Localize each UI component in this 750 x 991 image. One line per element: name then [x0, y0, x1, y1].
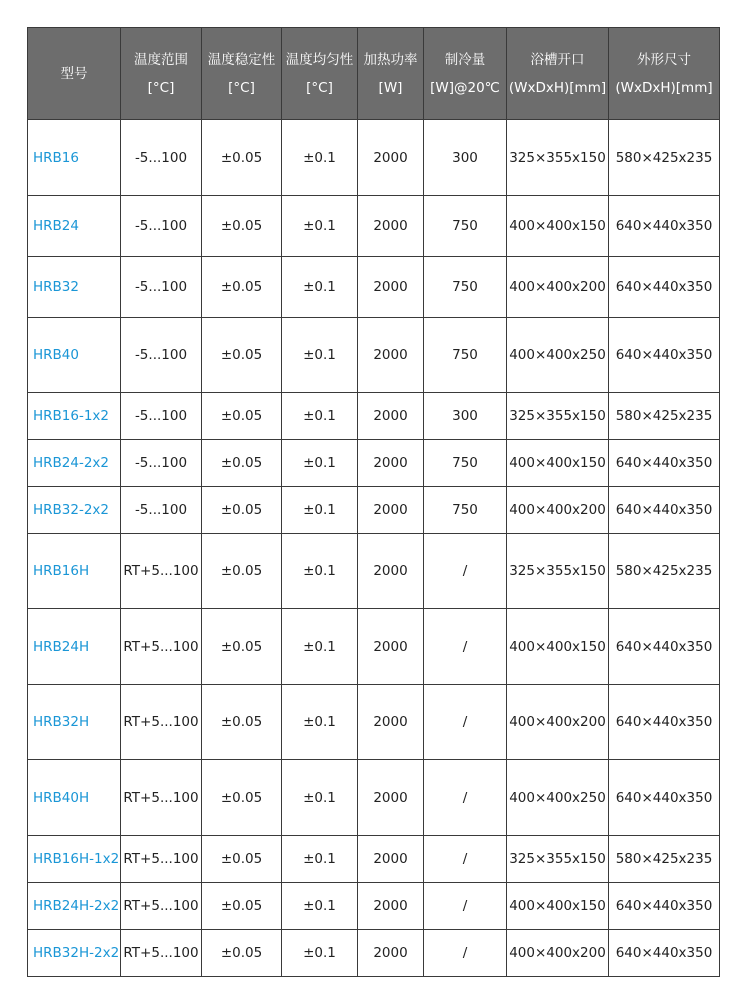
cell-heating-power: 2000 — [358, 836, 424, 883]
cell-bath-opening: 400×400x150 — [507, 440, 609, 487]
cell-temp-stability: ±0.05 — [202, 930, 282, 977]
cell-bath-opening: 325×355x150 — [507, 534, 609, 609]
cell-temp-range: -5...100 — [121, 318, 202, 393]
table-row — [28, 930, 720, 977]
cell-temp-range: -5...100 — [121, 196, 202, 257]
cell-bath-opening: 400×400x200 — [507, 487, 609, 534]
cell-temp-stability: ±0.05 — [202, 836, 282, 883]
cell-temp-stability: ±0.05 — [202, 760, 282, 836]
cell-heating-power: 2000 — [358, 393, 424, 440]
cell-bath-opening: 325×355x150 — [507, 120, 609, 196]
cell-cooling-capacity: / — [424, 836, 507, 883]
cell-heating-power: 2000 — [358, 440, 424, 487]
cell-model — [28, 760, 121, 836]
cell-temp-stability: ±0.05 — [202, 883, 282, 930]
cell-temp-range: -5...100 — [121, 440, 202, 487]
cell-overall-dimensions: 640×440x350 — [609, 883, 720, 930]
header-overall-dimensions-line1: 外形尺寸 — [637, 51, 691, 68]
header-temp-range — [121, 28, 202, 120]
cell-bath-opening: 400×400x200 — [507, 257, 609, 318]
cell-temp-range: RT+5...100 — [121, 685, 202, 760]
cell-temp-stability: ±0.05 — [202, 487, 282, 534]
cell-temp-uniformity: ±0.1 — [282, 440, 358, 487]
table-row — [28, 534, 720, 609]
cell-bath-opening: 400×400x200 — [507, 685, 609, 760]
cell-cooling-capacity: 750 — [424, 196, 507, 257]
model-link[interactable]: HRB16 — [33, 149, 79, 166]
cell-temp-range: RT+5...100 — [121, 534, 202, 609]
cell-temp-stability: ±0.05 — [202, 120, 282, 196]
header-overall-dimensions — [609, 28, 720, 120]
table-row — [28, 196, 720, 257]
cell-temp-uniformity: ±0.1 — [282, 760, 358, 836]
model-link[interactable]: HRB24H-2x2 — [33, 898, 120, 914]
cell-temp-uniformity: ±0.1 — [282, 196, 358, 257]
header-temp-stability — [202, 28, 282, 120]
header-overall-dimensions-line2: (WxDxH)[mm] — [615, 79, 713, 96]
table-row — [28, 685, 720, 760]
table-row — [28, 257, 720, 318]
cell-temp-stability: ±0.05 — [202, 534, 282, 609]
cell-temp-uniformity: ±0.1 — [282, 883, 358, 930]
spec-table — [27, 27, 720, 977]
model-link[interactable]: HRB40 — [33, 347, 79, 363]
cell-cooling-capacity: 750 — [424, 257, 507, 318]
table-row — [28, 440, 720, 487]
model-link[interactable]: HRB16H — [33, 563, 90, 579]
cell-temp-range: RT+5...100 — [121, 760, 202, 836]
cell-heating-power: 2000 — [358, 930, 424, 977]
cell-bath-opening: 325×355x150 — [507, 393, 609, 440]
header-cooling-capacity — [424, 28, 507, 120]
model-link[interactable]: HRB32H — [33, 714, 90, 730]
cell-cooling-capacity: 750 — [424, 440, 507, 487]
cell-cooling-capacity: 300 — [424, 120, 507, 196]
cell-cooling-capacity: / — [424, 534, 507, 609]
header-cooling-capacity-line1: 制冷量 — [444, 51, 486, 68]
cell-model — [28, 487, 121, 534]
cell-temp-range: -5...100 — [121, 393, 202, 440]
cell-temp-range: RT+5...100 — [121, 609, 202, 685]
cell-temp-stability: ±0.05 — [202, 196, 282, 257]
cell-model — [28, 930, 121, 977]
cell-model — [28, 883, 121, 930]
header-bath-opening — [507, 28, 609, 120]
cell-temp-uniformity: ±0.1 — [282, 685, 358, 760]
cell-temp-range: -5...100 — [121, 487, 202, 534]
cell-model — [28, 685, 121, 760]
cell-temp-range: -5...100 — [121, 257, 202, 318]
cell-temp-uniformity: ±0.1 — [282, 120, 358, 196]
cell-overall-dimensions: 580×425x235 — [609, 836, 720, 883]
cell-heating-power: 2000 — [358, 318, 424, 393]
header-heating-power-line1: 加热功率 — [363, 51, 418, 68]
cell-temp-uniformity: ±0.1 — [282, 393, 358, 440]
cell-overall-dimensions: 640×440x350 — [609, 685, 720, 760]
cell-model — [28, 257, 121, 318]
header-model — [28, 28, 121, 120]
header-heating-power-line2: [W] — [378, 79, 403, 96]
cell-bath-opening: 325×355x150 — [507, 836, 609, 883]
model-link[interactable]: HRB24-2x2 — [33, 455, 110, 471]
cell-bath-opening: 400×400x150 — [507, 883, 609, 930]
header-bath-opening-line2: (WxDxH)[mm] — [508, 79, 607, 96]
model-link[interactable]: HRB24 — [33, 218, 79, 234]
cell-model — [28, 440, 121, 487]
table-row — [28, 487, 720, 534]
cell-temp-stability: ±0.05 — [202, 609, 282, 685]
table-header — [28, 28, 720, 120]
cell-cooling-capacity: 300 — [424, 393, 507, 440]
cell-temp-range: RT+5...100 — [121, 836, 202, 883]
cell-model — [28, 318, 121, 393]
cell-cooling-capacity: 750 — [424, 487, 507, 534]
cell-temp-uniformity: ±0.1 — [282, 257, 358, 318]
cell-bath-opening: 400×400x250 — [507, 760, 609, 836]
cell-temp-uniformity: ±0.1 — [282, 318, 358, 393]
cell-temp-stability: ±0.05 — [202, 685, 282, 760]
cell-temp-stability: ±0.05 — [202, 257, 282, 318]
cell-cooling-capacity: / — [424, 930, 507, 977]
table-row — [28, 393, 720, 440]
cell-heating-power: 2000 — [358, 883, 424, 930]
cell-bath-opening: 400×400x150 — [507, 196, 609, 257]
cell-cooling-capacity: 750 — [424, 318, 507, 393]
cell-temp-uniformity: ±0.1 — [282, 487, 358, 534]
cell-cooling-capacity: / — [424, 760, 507, 836]
cell-model — [28, 609, 121, 685]
header-temp-range-line1: 温度范围 — [134, 51, 188, 68]
header-temp-uniformity — [282, 28, 358, 120]
cell-temp-range: RT+5...100 — [121, 883, 202, 930]
cell-overall-dimensions: 580×425x235 — [609, 393, 720, 440]
cell-overall-dimensions: 640×440x350 — [609, 487, 720, 534]
cell-temp-uniformity: ±0.1 — [282, 930, 358, 977]
table-row — [28, 883, 720, 930]
cell-temp-stability: ±0.05 — [202, 393, 282, 440]
model-link[interactable]: HRB16H-1x2 — [33, 851, 120, 867]
model-link[interactable]: HRB32 — [33, 279, 79, 295]
cell-heating-power: 2000 — [358, 120, 424, 196]
header-cooling-capacity-line2: [W]@20℃ — [430, 79, 500, 96]
header-temp-uniformity-line2: [°C] — [306, 79, 333, 96]
cell-heating-power: 2000 — [358, 760, 424, 836]
cell-overall-dimensions: 580×425x235 — [609, 120, 720, 196]
header-model-line1: 型号 — [60, 65, 88, 82]
cell-temp-stability: ±0.05 — [202, 440, 282, 487]
table-row — [28, 760, 720, 836]
table-row — [28, 609, 720, 685]
cell-temp-range: RT+5...100 — [121, 930, 202, 977]
model-link[interactable]: HRB16-1x2 — [33, 408, 110, 424]
cell-heating-power: 2000 — [358, 196, 424, 257]
cell-overall-dimensions: 640×440x350 — [609, 318, 720, 393]
cell-overall-dimensions: 640×440x350 — [609, 930, 720, 977]
cell-heating-power: 2000 — [358, 534, 424, 609]
cell-cooling-capacity: / — [424, 883, 507, 930]
cell-cooling-capacity: / — [424, 685, 507, 760]
model-link[interactable]: HRB32-2x2 — [33, 502, 110, 518]
table-row — [28, 836, 720, 883]
table-row — [28, 318, 720, 393]
header-bath-opening-line1: 浴槽开口 — [530, 51, 585, 68]
header-temp-range-line2: [°C] — [147, 79, 175, 96]
cell-temp-uniformity: ±0.1 — [282, 836, 358, 883]
cell-heating-power: 2000 — [358, 257, 424, 318]
cell-heating-power: 2000 — [358, 609, 424, 685]
cell-model — [28, 196, 121, 257]
cell-overall-dimensions: 640×440x350 — [609, 760, 720, 836]
cell-overall-dimensions: 580×425x235 — [609, 534, 720, 609]
header-heating-power — [358, 28, 424, 120]
cell-model — [28, 534, 121, 609]
cell-model — [28, 836, 121, 883]
cell-cooling-capacity: / — [424, 609, 507, 685]
cell-bath-opening: 400×400x200 — [507, 930, 609, 977]
header-row — [28, 28, 720, 120]
table-row — [28, 120, 720, 196]
model-link[interactable]: HRB40H — [33, 789, 90, 806]
header-temp-stability-line2: [°C] — [228, 79, 255, 96]
header-temp-uniformity-line1: 温度均匀性 — [285, 51, 354, 68]
cell-overall-dimensions: 640×440x350 — [609, 196, 720, 257]
cell-overall-dimensions: 640×440x350 — [609, 609, 720, 685]
cell-overall-dimensions: 640×440x350 — [609, 440, 720, 487]
cell-bath-opening: 400×400x250 — [507, 318, 609, 393]
model-link[interactable]: HRB32H-2x2 — [33, 945, 120, 961]
cell-temp-range: -5...100 — [121, 120, 202, 196]
cell-model — [28, 120, 121, 196]
cell-model — [28, 393, 121, 440]
table-body — [28, 120, 720, 977]
cell-bath-opening: 400×400x150 — [507, 609, 609, 685]
header-temp-stability-line1: 温度稳定性 — [207, 51, 276, 68]
cell-temp-uniformity: ±0.1 — [282, 609, 358, 685]
cell-heating-power: 2000 — [358, 685, 424, 760]
cell-heating-power: 2000 — [358, 487, 424, 534]
cell-temp-stability: ±0.05 — [202, 318, 282, 393]
model-link[interactable]: HRB24H — [33, 638, 90, 655]
cell-overall-dimensions: 640×440x350 — [609, 257, 720, 318]
cell-temp-uniformity: ±0.1 — [282, 534, 358, 609]
